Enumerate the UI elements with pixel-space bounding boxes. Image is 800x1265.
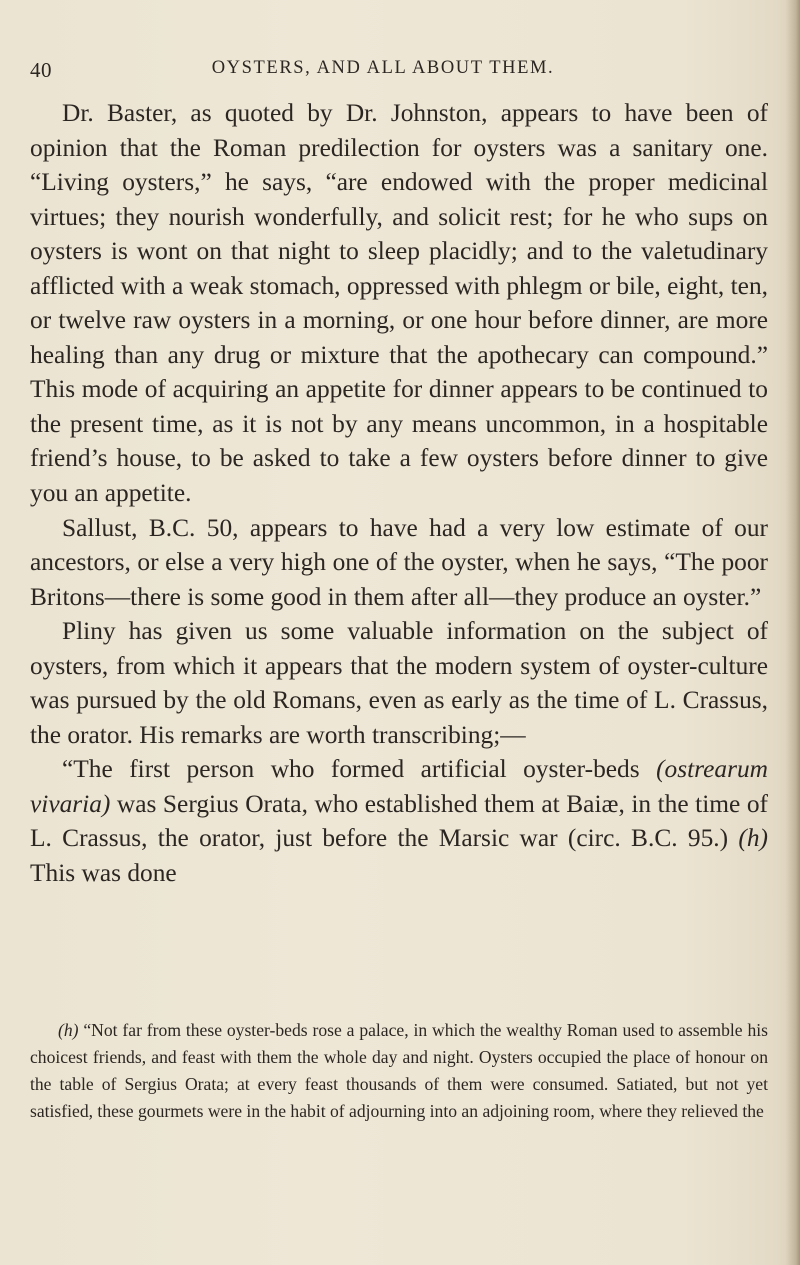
paragraph-baster: Dr. Baster, as quoted by Dr. Johnston, appears to have been of opinion that the Roman predilection for oysters was a sanitary one. “Living oysters,” he says, “are endowed with the proper medicinal virtues; they nourish wonderfully, and solicit rest; for he who sups on oysters is wont on that night to sleep placidly; and to the valetudinary afflicted with a weak stomach, oppressed with phlegm or bile, eight, ten, or twelve raw oysters in a morning, or one hour before dinner, are more healing than any drug or mixture that the apothecary can compound.” This mode of acquiring an appetite for dinner appears to be continued to the present time, as it is not by any means uncommon, in a hospitable friend’s house, to be asked to take a few oysters before dinner to give you an appetite.: [30, 99, 768, 508]
footnote-text: “Not far from these oyster-beds rose a palace, in which the wealthy Roman used to assemble his choicest friends, and feast with them the whole day and night. Oysters occupied the place of honour on the table of Sergius Orata; at every feast thousands of them were consumed. Satiated, but not yet satisfied, these gourmets were in the habit of adjourning into an adjoining room, where they relieved the: [30, 1020, 768, 1122]
paragraph-quotation: [30, 752, 768, 890]
body-text: [30, 96, 768, 891]
paragraph-pliny: Pliny has given us some valuable information on the subject of oysters, from which it appears that the modern system of oyster-culture was pursued by the old Romans, even as early as the time of L. Crassus, the orator. His remarks are worth transcribing;—: [30, 617, 768, 749]
latin-term: (ostrearum vivaria): [30, 755, 768, 818]
footnote: [30, 1017, 768, 1125]
footnote-reference: (h): [738, 824, 768, 853]
quotation-text-middle: was Sergius Orata, who established them at Baiæ, in the time of L. Crassus, the orator, just before the Marsic war (circ. B.C. 95.): [30, 789, 768, 853]
page-number: 40: [30, 58, 52, 82]
page-header: [0, 58, 800, 84]
quotation-text-end: This was done: [30, 859, 177, 888]
quotation-text-start: “The first person who formed artificial oyster-beds: [62, 755, 657, 784]
running-head: OYSTERS, AND ALL ABOUT THEM.: [211, 58, 555, 78]
footnote-marker: (h): [58, 1020, 79, 1040]
page-edge-shadow: [786, 0, 800, 1265]
paragraph-sallust: Sallust, B.C. 50, appears to have had a very low estimate of our ancestors, or else a very high one of the oyster, when he says, “The poor Britons—there is some good in them after all—they produce an oyster.”: [30, 513, 768, 611]
